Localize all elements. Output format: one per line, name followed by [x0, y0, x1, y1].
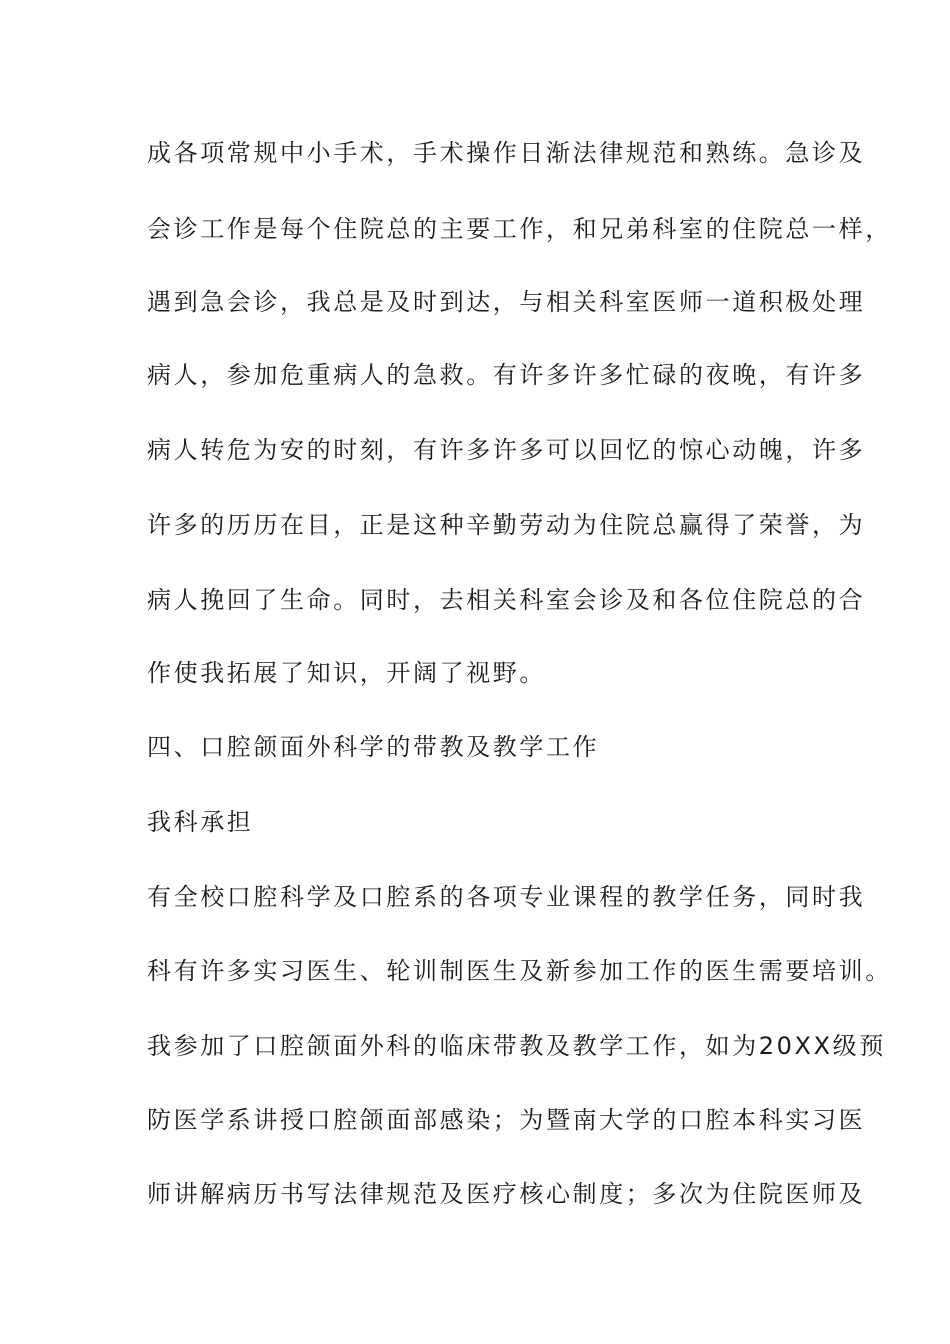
paragraph-line: 我科承担	[147, 808, 254, 836]
paragraph-line: 成各项常规中小手术，手术操作日渐法律规范和熟练。急诊及	[147, 139, 866, 167]
paragraph-line: 作使我拓展了知识，开阔了视野。	[147, 659, 546, 687]
paragraph-line: 防医学系讲授口腔颌面部感染；为暨南大学的口腔本科实习医	[147, 1106, 866, 1134]
paragraph-line: 遇到急会诊，我总是及时到达，与相关科室医师一道积极处理	[147, 288, 866, 316]
paragraph-line: 科有许多实习医生、轮训制医生及新参加工作的医生需要培训。	[147, 957, 892, 985]
paragraph-line: 许多的历历在目，正是这种辛勤劳动为住院总赢得了荣誉，为	[147, 511, 866, 539]
paragraph-line: 会诊工作是每个住院总的主要工作，和兄弟科室的住院总一样，	[147, 215, 892, 243]
paragraph-line: 有全校口腔科学及口腔系的各项专业课程的教学任务，同时我	[147, 883, 866, 911]
paragraph-line: 我参加了口腔颌面外科的临床带教及教学工作，如为20XX级预	[147, 1032, 886, 1060]
paragraph-line: 病人，参加危重病人的急救。有许多许多忙碌的夜晚，有许多	[147, 361, 866, 389]
paragraph-line: 病人挽回了生命。同时，去相关科室会诊及和各位住院总的合	[147, 586, 866, 614]
section-heading: 四、口腔颌面外科学的带教及教学工作	[147, 733, 600, 761]
paragraph-line: 病人转危为安的时刻，有许多许多可以回忆的惊心动魄，许多	[147, 436, 866, 464]
paragraph-line: 师讲解病历书写法律规范及医疗核心制度；多次为住院医师及	[147, 1180, 866, 1208]
